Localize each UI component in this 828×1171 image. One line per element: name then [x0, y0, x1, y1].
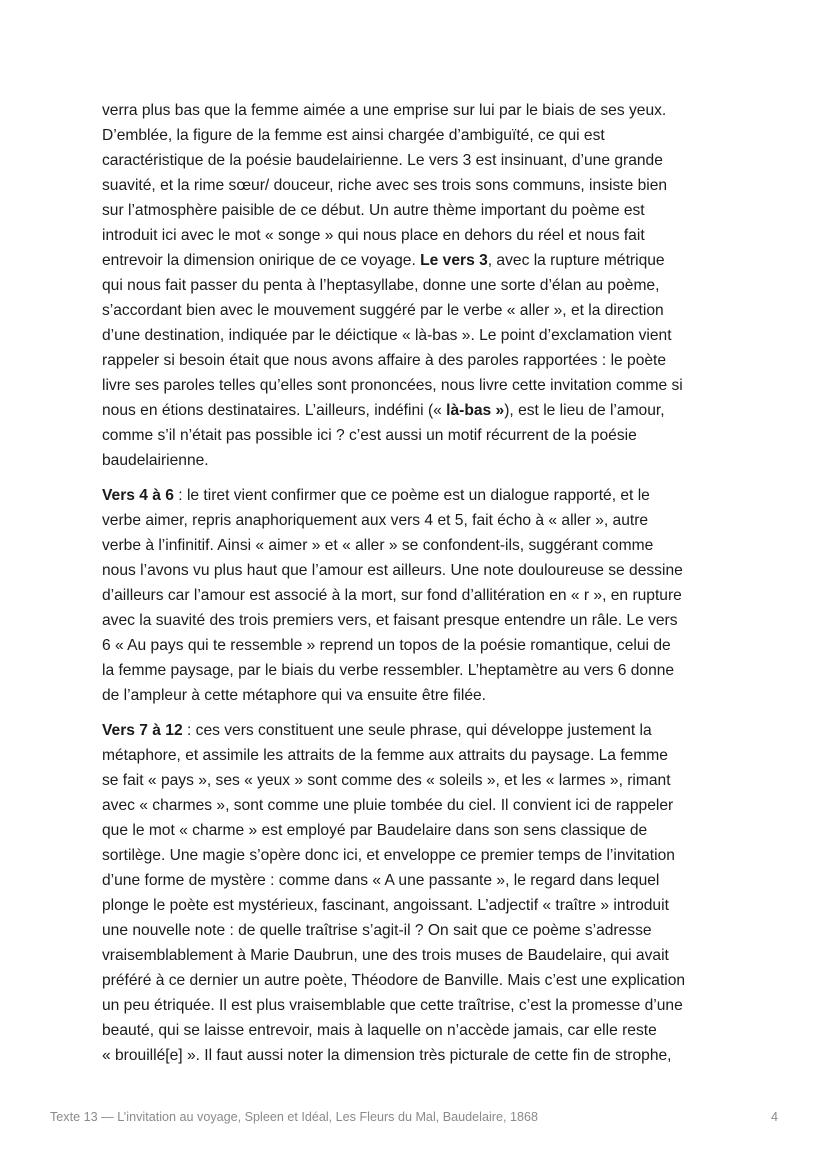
- text-segment: d’ailleurs car l’amour est associé à la mort, sur fond d’allitération en « r », en rupture: [102, 587, 682, 604]
- text-segment: verbe à l’infinitif. Ainsi « aimer » et « aller » se confondent-ils, suggérant comme: [102, 537, 654, 554]
- text-line: [102, 843, 742, 868]
- text-line: [102, 968, 742, 993]
- text-line: [102, 1043, 742, 1068]
- text-line: [102, 198, 742, 223]
- text-line: [102, 768, 742, 793]
- text-segment: s’accordant bien avec le mouvement suggéré par le verbe « aller », et la direction: [102, 302, 664, 319]
- text-segment: nous l’avons vu plus haut que l’amour est ailleurs. Une note douloureuse se dessine: [102, 562, 683, 579]
- text-line: [102, 718, 742, 743]
- text-segment: verra plus bas que la femme aimée a une emprise sur lui par le biais de ses yeux.: [102, 102, 667, 119]
- text-line: [102, 583, 742, 608]
- text-line: [102, 533, 742, 558]
- text-line: [102, 173, 742, 198]
- text-segment: baudelairienne.: [102, 452, 209, 469]
- text-line: [102, 558, 742, 583]
- text-segment: 6 « Au pays qui te ressemble » reprend un topos de la poésie romantique, celui de: [102, 637, 671, 654]
- text-segment: : ces vers constituent une seule phrase, qui développe justement la: [182, 722, 652, 739]
- text-line: [102, 148, 742, 173]
- text-line: [102, 993, 742, 1018]
- text-line: [102, 508, 742, 533]
- text-line: [102, 348, 742, 373]
- text-line: [102, 98, 742, 123]
- text-segment: se fait « pays », ses « yeux » sont comme des « soleils », et les « larmes », rimant: [102, 772, 671, 789]
- text-segment: nous en étions destinataires. L’ailleurs, indéfini («: [102, 402, 447, 419]
- text-line: [102, 918, 742, 943]
- bold-text: Vers 4 à 6: [102, 487, 174, 504]
- text-segment: entrevoir la dimension onirique de ce voyage.: [102, 252, 421, 269]
- text-segment: plonge le poète est mystérieux, fascinant, angoissant. L’adjectif « traître » introduit: [102, 897, 669, 914]
- document-body: [102, 98, 742, 1078]
- text-line: [102, 743, 742, 768]
- text-segment: sur l’atmosphère paisible de ce début. Un autre thème important du poème est: [102, 202, 645, 219]
- text-segment: de l’ampleur à cette métaphore qui va ensuite être filée.: [102, 687, 487, 704]
- text-segment: D’emblée, la figure de la femme est ainsi chargée d’ambiguïté, ce qui est: [102, 127, 605, 144]
- text-segment: sortilège. Une magie s’opère donc ici, et enveloppe ce premier temps de l’invitation: [102, 847, 675, 864]
- text-segment: beauté, qui se laisse entrevoir, mais à laquelle on n’accède jamais, car elle reste: [102, 1022, 657, 1039]
- text-line: [102, 608, 742, 633]
- text-line: [102, 1018, 742, 1043]
- text-line: [102, 273, 742, 298]
- text-line: [102, 223, 742, 248]
- paragraph: [102, 718, 742, 1068]
- text-segment: qui nous fait passer du penta à l’heptasyllabe, donne une sorte d’élan au poème,: [102, 277, 660, 294]
- text-line: [102, 868, 742, 893]
- text-segment: « brouillé[e] ». Il faut aussi noter la dimension très picturale de cette fin de strophe,: [102, 1047, 672, 1064]
- text-segment: que le mot « charme » est employé par Baudelaire dans son sens classique de: [102, 822, 648, 839]
- text-line: [102, 423, 742, 448]
- footer-title: Texte 13 — L’invitation au voyage, Spleen et Idéal, Les Fleurs du Mal, Baudelaire, 1868: [50, 1110, 538, 1124]
- text-line: [102, 818, 742, 843]
- text-line: [102, 248, 742, 273]
- text-segment: d’une forme de mystère : comme dans « A une passante », le regard dans lequel: [102, 872, 660, 889]
- paragraph: [102, 483, 742, 708]
- text-line: [102, 398, 742, 423]
- text-segment: la femme paysage, par le biais du verbe ressembler. L’heptamètre au vers 6 donne: [102, 662, 675, 679]
- text-line: [102, 483, 742, 508]
- text-segment: avec la suavité des trois premiers vers, et faisant presque entendre un râle. Le vers: [102, 612, 678, 629]
- text-segment: verbe aimer, repris anaphoriquement aux vers 4 et 5, fait écho à « aller », autre: [102, 512, 649, 529]
- text-line: [102, 683, 742, 708]
- text-line: [102, 893, 742, 918]
- page-number: 4: [770, 1110, 778, 1124]
- text-line: [102, 633, 742, 658]
- text-segment: vraisemblablement à Marie Daubrun, une des trois muses de Baudelaire, qui avait: [102, 947, 669, 964]
- text-segment: livre ses paroles telles qu’elles sont prononcées, nous livre cette invitation comme si: [102, 377, 683, 394]
- text-segment: un peu étriquée. Il est plus vraisemblable que cette traîtrise, c’est la promesse d’une: [102, 997, 683, 1014]
- page-footer: [50, 1110, 778, 1130]
- text-segment: caractéristique de la poésie baudelairienne. Le vers 3 est insinuant, d’une grande: [102, 152, 663, 169]
- text-segment: introduit ici avec le mot « songe » qui nous place en dehors du réel et nous fait: [102, 227, 645, 244]
- text-line: [102, 658, 742, 683]
- text-line: [102, 943, 742, 968]
- text-segment: : le tiret vient confirmer que ce poème est un dialogue rapporté, et le: [173, 487, 650, 504]
- text-segment: d’une destination, indiquée par le déictique « là-bas ». Le point d’exclamation vient: [102, 327, 672, 344]
- text-line: [102, 448, 742, 473]
- text-line: [102, 793, 742, 818]
- text-segment: , avec la rupture métrique: [487, 252, 665, 269]
- text-segment: comme s’il n’était pas possible ici ? c’est aussi un motif récurrent de la poésie: [102, 427, 637, 444]
- text-segment: avec « charmes », sont comme une pluie tombée du ciel. Il convient ici de rappeler: [102, 797, 674, 814]
- bold-text: Vers 7 à 12: [102, 722, 183, 739]
- text-line: [102, 323, 742, 348]
- text-segment: métaphore, et assimile les attraits de la femme aux attraits du paysage. La femme: [102, 747, 668, 764]
- bold-text: là-bas »: [446, 402, 505, 419]
- text-line: [102, 298, 742, 323]
- text-segment: une nouvelle note : de quelle traîtrise s’agit-il ? On sait que ce poème s’adresse: [102, 922, 652, 939]
- text-line: [102, 123, 742, 148]
- text-segment: suavité, et la rime sœur/ douceur, riche avec ses trois sons communs, insiste bien: [102, 177, 668, 194]
- text-line: [102, 373, 742, 398]
- text-segment: préféré à ce dernier un autre poète, Théodore de Banville. Mais c’est une explication: [102, 972, 686, 989]
- paragraph: [102, 98, 742, 473]
- text-segment: ), est le lieu de l’amour,: [504, 402, 665, 419]
- text-segment: rappeler si besoin était que nous avons affaire à des paroles rapportées : le poète: [102, 352, 667, 369]
- bold-text: Le vers 3: [420, 252, 488, 269]
